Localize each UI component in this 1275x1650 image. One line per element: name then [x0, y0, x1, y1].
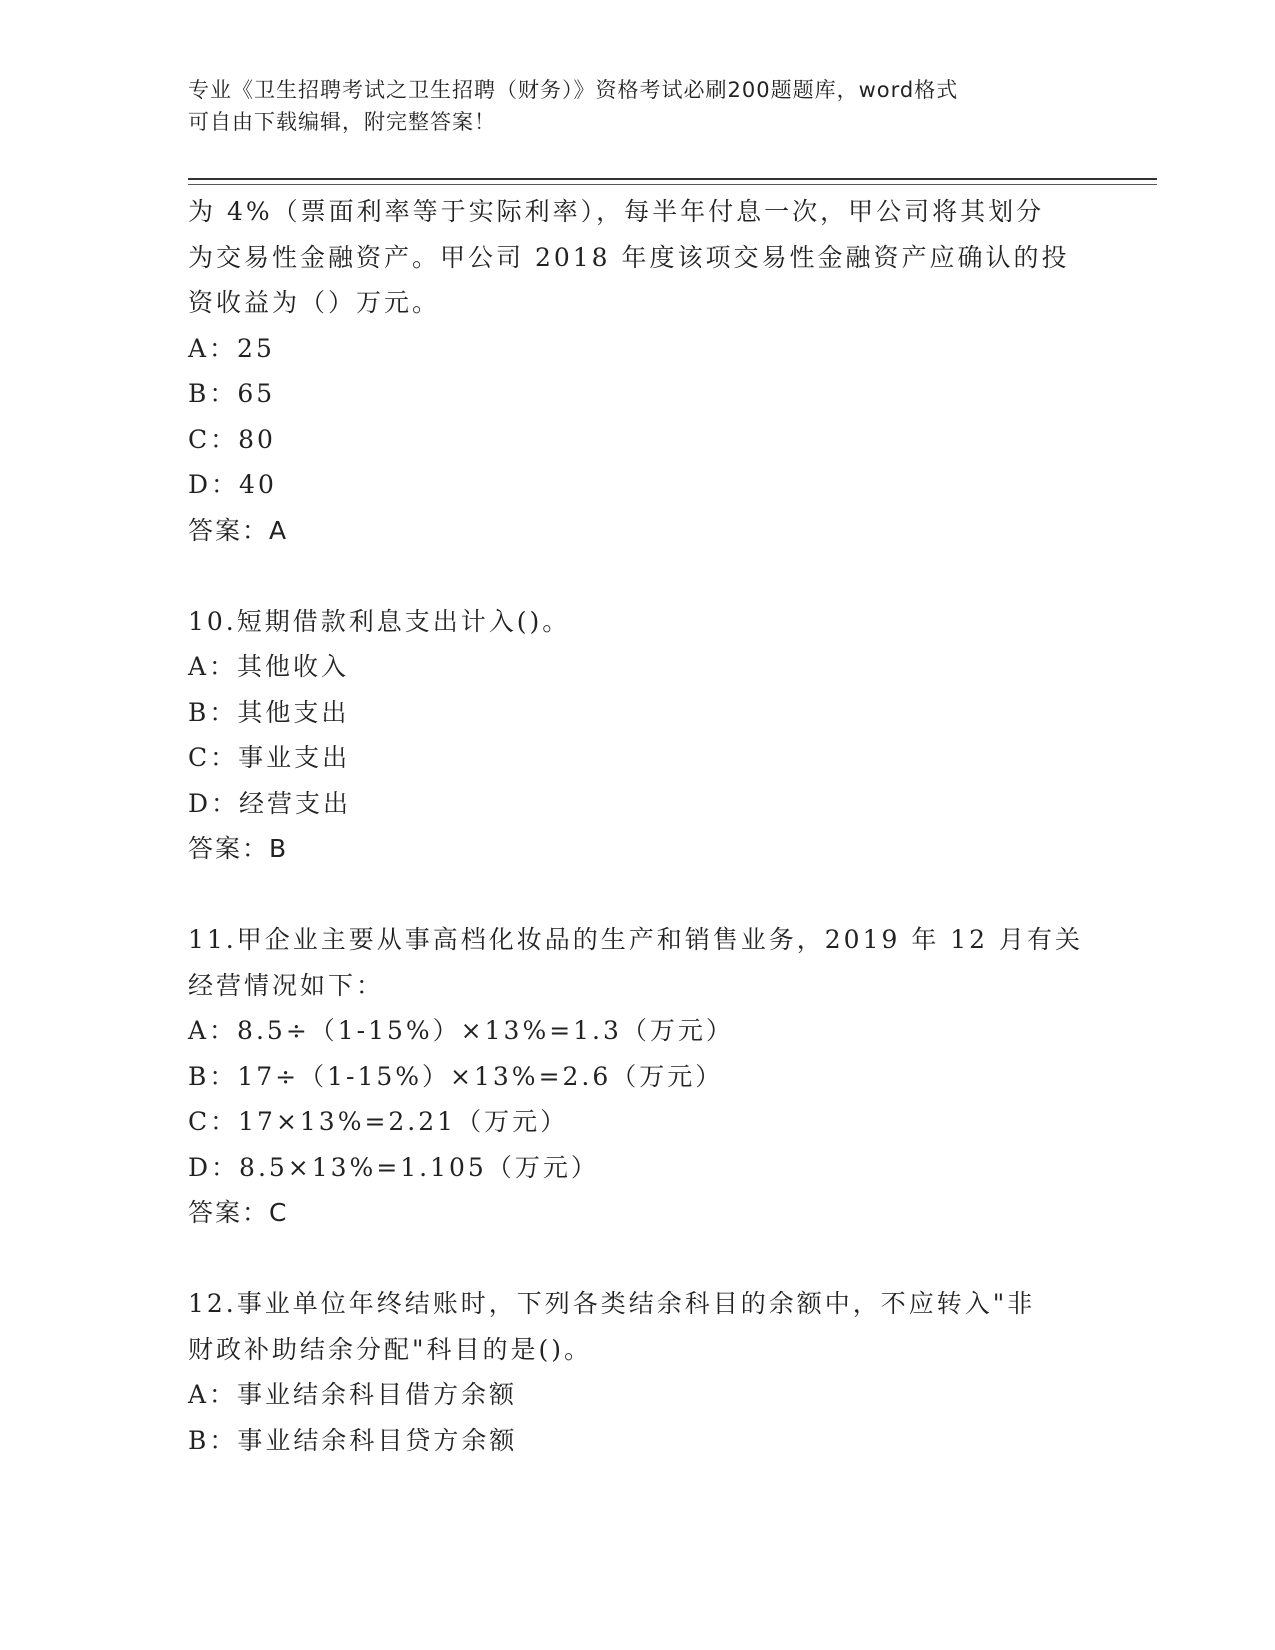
option-d: D：40	[188, 470, 277, 499]
option-c: C：17×13%=2.21（万元）	[188, 1107, 569, 1136]
answer-key: 答案：A	[188, 515, 289, 545]
header-line: 专业《卫生招聘考试之卫生招聘（财务）》资格考试必刷200题题库，word格式	[188, 78, 959, 102]
option-b: B：65	[188, 379, 276, 408]
answer-key: 答案：B	[188, 834, 289, 863]
question-stem-line: 10.短期借款利息支出计入()。	[188, 606, 571, 636]
question-stem-line: 12.事业单位年终结账时，下列各类结余科目的余额中，不应转入"非	[188, 1289, 1036, 1318]
question-block	[188, 1281, 1088, 1463]
question-block	[188, 917, 1088, 1236]
document-header	[188, 74, 1068, 138]
header-line: 可自由下载编辑，附完整答案！	[188, 110, 496, 134]
question-stem-line: 11.甲企业主要从事高档化妆品的生产和销售业务，2019 年 12 月有关	[188, 925, 1084, 954]
option-c: C：事业支出	[188, 743, 351, 772]
spacer	[188, 872, 1088, 918]
option-d: D：经营支出	[188, 788, 352, 818]
spacer	[188, 1236, 1088, 1282]
option-b: B：17÷（1-15%）×13%=2.6（万元）	[188, 1061, 724, 1091]
question-stem-line: 为交易性金融资产。甲公司 2018 年度该项交易性金融资产应确认的投	[188, 242, 1070, 272]
option-a: A：事业结余科目借方余额	[188, 1380, 518, 1409]
question-stem-line: 资收益为（）万元。	[188, 288, 441, 317]
option-c: C：80	[188, 424, 276, 454]
option-b: B：事业结余科目贷方余额	[188, 1425, 518, 1455]
answer-key: 答案：C	[188, 1198, 289, 1227]
option-b: B：其他支出	[188, 697, 350, 727]
header-divider-thin	[188, 184, 1157, 185]
option-a: A：25	[188, 333, 275, 363]
question-list	[188, 189, 1088, 1463]
option-a: A：8.5÷（1-15%）×13%=1.3（万元）	[188, 1016, 734, 1045]
question-stem-line: 经营情况如下：	[188, 970, 385, 1000]
spacer	[188, 553, 1088, 599]
question-stem-line: 财政补助结余分配"科目的是()。	[188, 1334, 593, 1364]
question-block	[188, 599, 1088, 872]
question-block	[188, 189, 1088, 553]
question-stem-line: 为 4%（票面利率等于实际利率），每半年付息一次，甲公司将其划分	[188, 197, 1045, 226]
option-a: A：其他收入	[188, 652, 350, 681]
header-divider-thick	[188, 178, 1157, 180]
option-d: D：8.5×13%=1.105（万元）	[188, 1152, 599, 1182]
